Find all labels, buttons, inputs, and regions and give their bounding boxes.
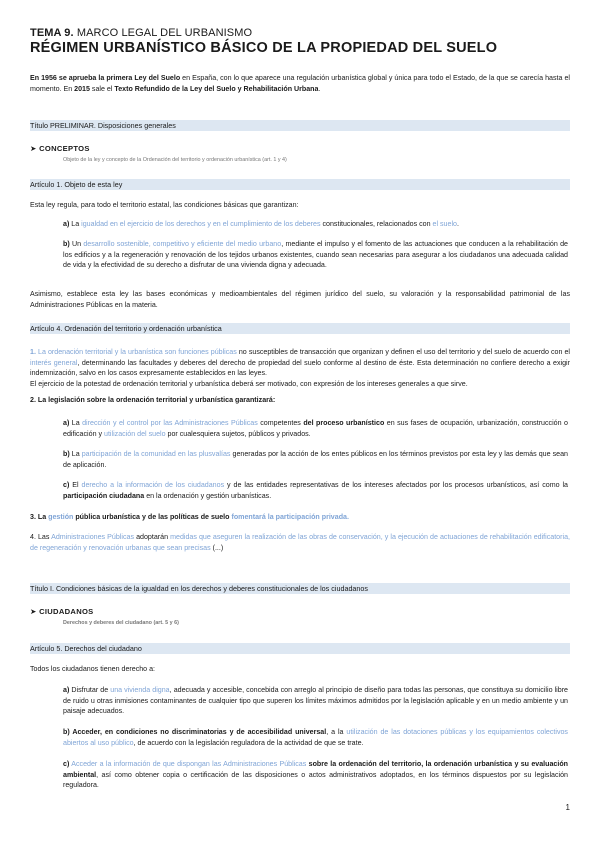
art1-closing: Asimismo, establece esta ley las bases económicas y medioambientales del régimen jurídico del suelo, su valoración y la responsabilidad patrimonial de las Administraciones Públicas en la materia. bbox=[30, 290, 570, 309]
ciudadanos-sub: Derechos y deberes del ciudadano (art. 5 y 6) bbox=[63, 620, 179, 626]
intro-paragraph: En 1956 se aprueba la primera Ley del Suelo en España, con lo que aparece una regulación urbanística global y única para todo el Estado, de la que se carecía hasta el momento. En 2015 sale el Texto Refundido de la Ley del Suelo y Rehabilitación Urbana. bbox=[30, 74, 571, 93]
art1-item-a: a) La igualdad en el ejercicio de los derechos y en el cumplimiento de los deberes constitucionales, relacionados con el suelo. bbox=[63, 220, 459, 228]
art1-item-b: b) Un desarrollo sostenible, competitivo y eficiente del medio urbano, mediante el impulso y el fomento de las actuaciones que conducen a la rehabilitación de los edificios y a la regeneración y renovación de los tejidos urbanos existentes, cuando sean necesarias para asegurar a los ciudadanos una adecuada calidad de vida y la efectividad de su derecho a disfrutar de una vivienda digna y adecuada. bbox=[63, 240, 568, 269]
page-title: RÉGIMEN URBANÍSTICO BÁSICO DE LA PROPIEDAD DEL SUELO bbox=[30, 40, 498, 56]
art4-item-a: a) La dirección y el control por las Administraciones Públicas competentes del proceso urbanístico en sus fases de ocupación, urbanización, construcción o edificación y utilización del suelo por cualesquiera sujetos, públicos y privados. bbox=[63, 419, 568, 438]
art4-paragraph-4: 4. Las Administraciones Públicas adoptarán medidas que aseguren la realización de las obras de conservación, y la ejecución de actuaciones de rehabilitación edificatoria, de regeneración y renovación urbanas que sean precisas (...) bbox=[30, 533, 570, 552]
art5-intro: Todos los ciudadanos tienen derecho a: bbox=[30, 665, 156, 673]
art1-intro: Esta ley regula, para todo el territorio estatal, las condiciones básicas que garantizan: bbox=[30, 201, 299, 209]
conceptos-sub: Objeto de la ley y concepto de la Ordenación del territorio y ordenación urbanística (art. 1 y 4) bbox=[63, 157, 287, 163]
art4-item-b: b) La participación de la comunidad en las plusvalías generadas por la acción de los entes públicos en los términos previstos por esta ley y las demás que sean de aplicación. bbox=[63, 450, 568, 469]
titulo-preliminar-heading: Título PRELIMINAR. Disposiciones generales bbox=[30, 120, 570, 131]
art4-heading: Artículo 4. Ordenación del territorio y ordenación urbanística bbox=[30, 323, 570, 334]
page-number: 1 bbox=[565, 803, 570, 812]
art5-item-c: c) Acceder a la información de que dispongan las Administraciones Públicas sobre la ordenación del territorio, la ordenación urbanística y su evaluación ambiental, así como obtener copia o certificación de las disposiciones o actos administrativos adoptados, en los términos dispuestos por su legislación reguladora. bbox=[63, 760, 568, 789]
arrow-icon: ➤ bbox=[30, 607, 40, 616]
art5-heading: Artículo 5. Derechos del ciudadano bbox=[30, 643, 570, 654]
art5-item-b: b) Acceder, en condiciones no discriminatorias y de accesibilidad universal, a la utilización de las dotaciones públicas y los equipamientos colectivos abiertos al uso público, de acuerdo con la legislación reguladora de la actividad de que se trate. bbox=[63, 728, 568, 747]
art4-paragraph-1: 1. La ordenación territorial y la urbanística son funciones públicas no susceptibles de transacción que organizan y definen el uso del territorio y del suelo de acuerdo con el interés general, determinando las facultades y deberes del derecho de propiedad del suelo conforme al destino de éste. Esta determinación no confiere derecho a exigir indemnización, salvo en los casos expresamente establecidos en las leyes. El ejercicio de la potestad de ordenación territorial y urbanística deberá ser motivado, con expresión de los intereses generales a que sirve. bbox=[30, 348, 571, 388]
tema-heading: TEMA 9. MARCO LEGAL DEL URBANISMO bbox=[30, 27, 253, 39]
conceptos-label: ➤ CONCEPTOS bbox=[30, 144, 90, 153]
art4-paragraph-3: 3. La gestión pública urbanística y de las políticas de suelo fomentará la participación privada. bbox=[30, 513, 349, 521]
titulo-I-heading: Título I. Condiciones básicas de la igualdad en los derechos y deberes constitucionales de los ciudadanos bbox=[30, 583, 570, 594]
art4-item-c: c) El derecho a la información de los ciudadanos y de las entidades representativas de los intereses afectados por los procesos urbanísticos, así como la participación ciudadana en la ordenación y gestión urbanísticas. bbox=[63, 481, 569, 500]
arrow-icon: ➤ bbox=[30, 144, 40, 153]
ciudadanos-label: ➤ CIUDADANOS bbox=[30, 607, 94, 616]
art4-paragraph-2: 2. La legislación sobre la ordenación territorial y urbanística garantizará: bbox=[30, 396, 276, 404]
art1-heading: Artículo 1. Objeto de esta ley bbox=[30, 179, 570, 190]
art5-item-a: a) Disfrutar de una vivienda digna, adecuada y accesible, concebida con arreglo al principio de diseño para todas las personas, que constituya su domicilio libre de ruido u otras inmisiones contaminantes de cualquier tipo que superen los límites máximos admitidos por la legislación aplicable y en un medio ambiente y un paisaje adecuados. bbox=[63, 686, 568, 715]
